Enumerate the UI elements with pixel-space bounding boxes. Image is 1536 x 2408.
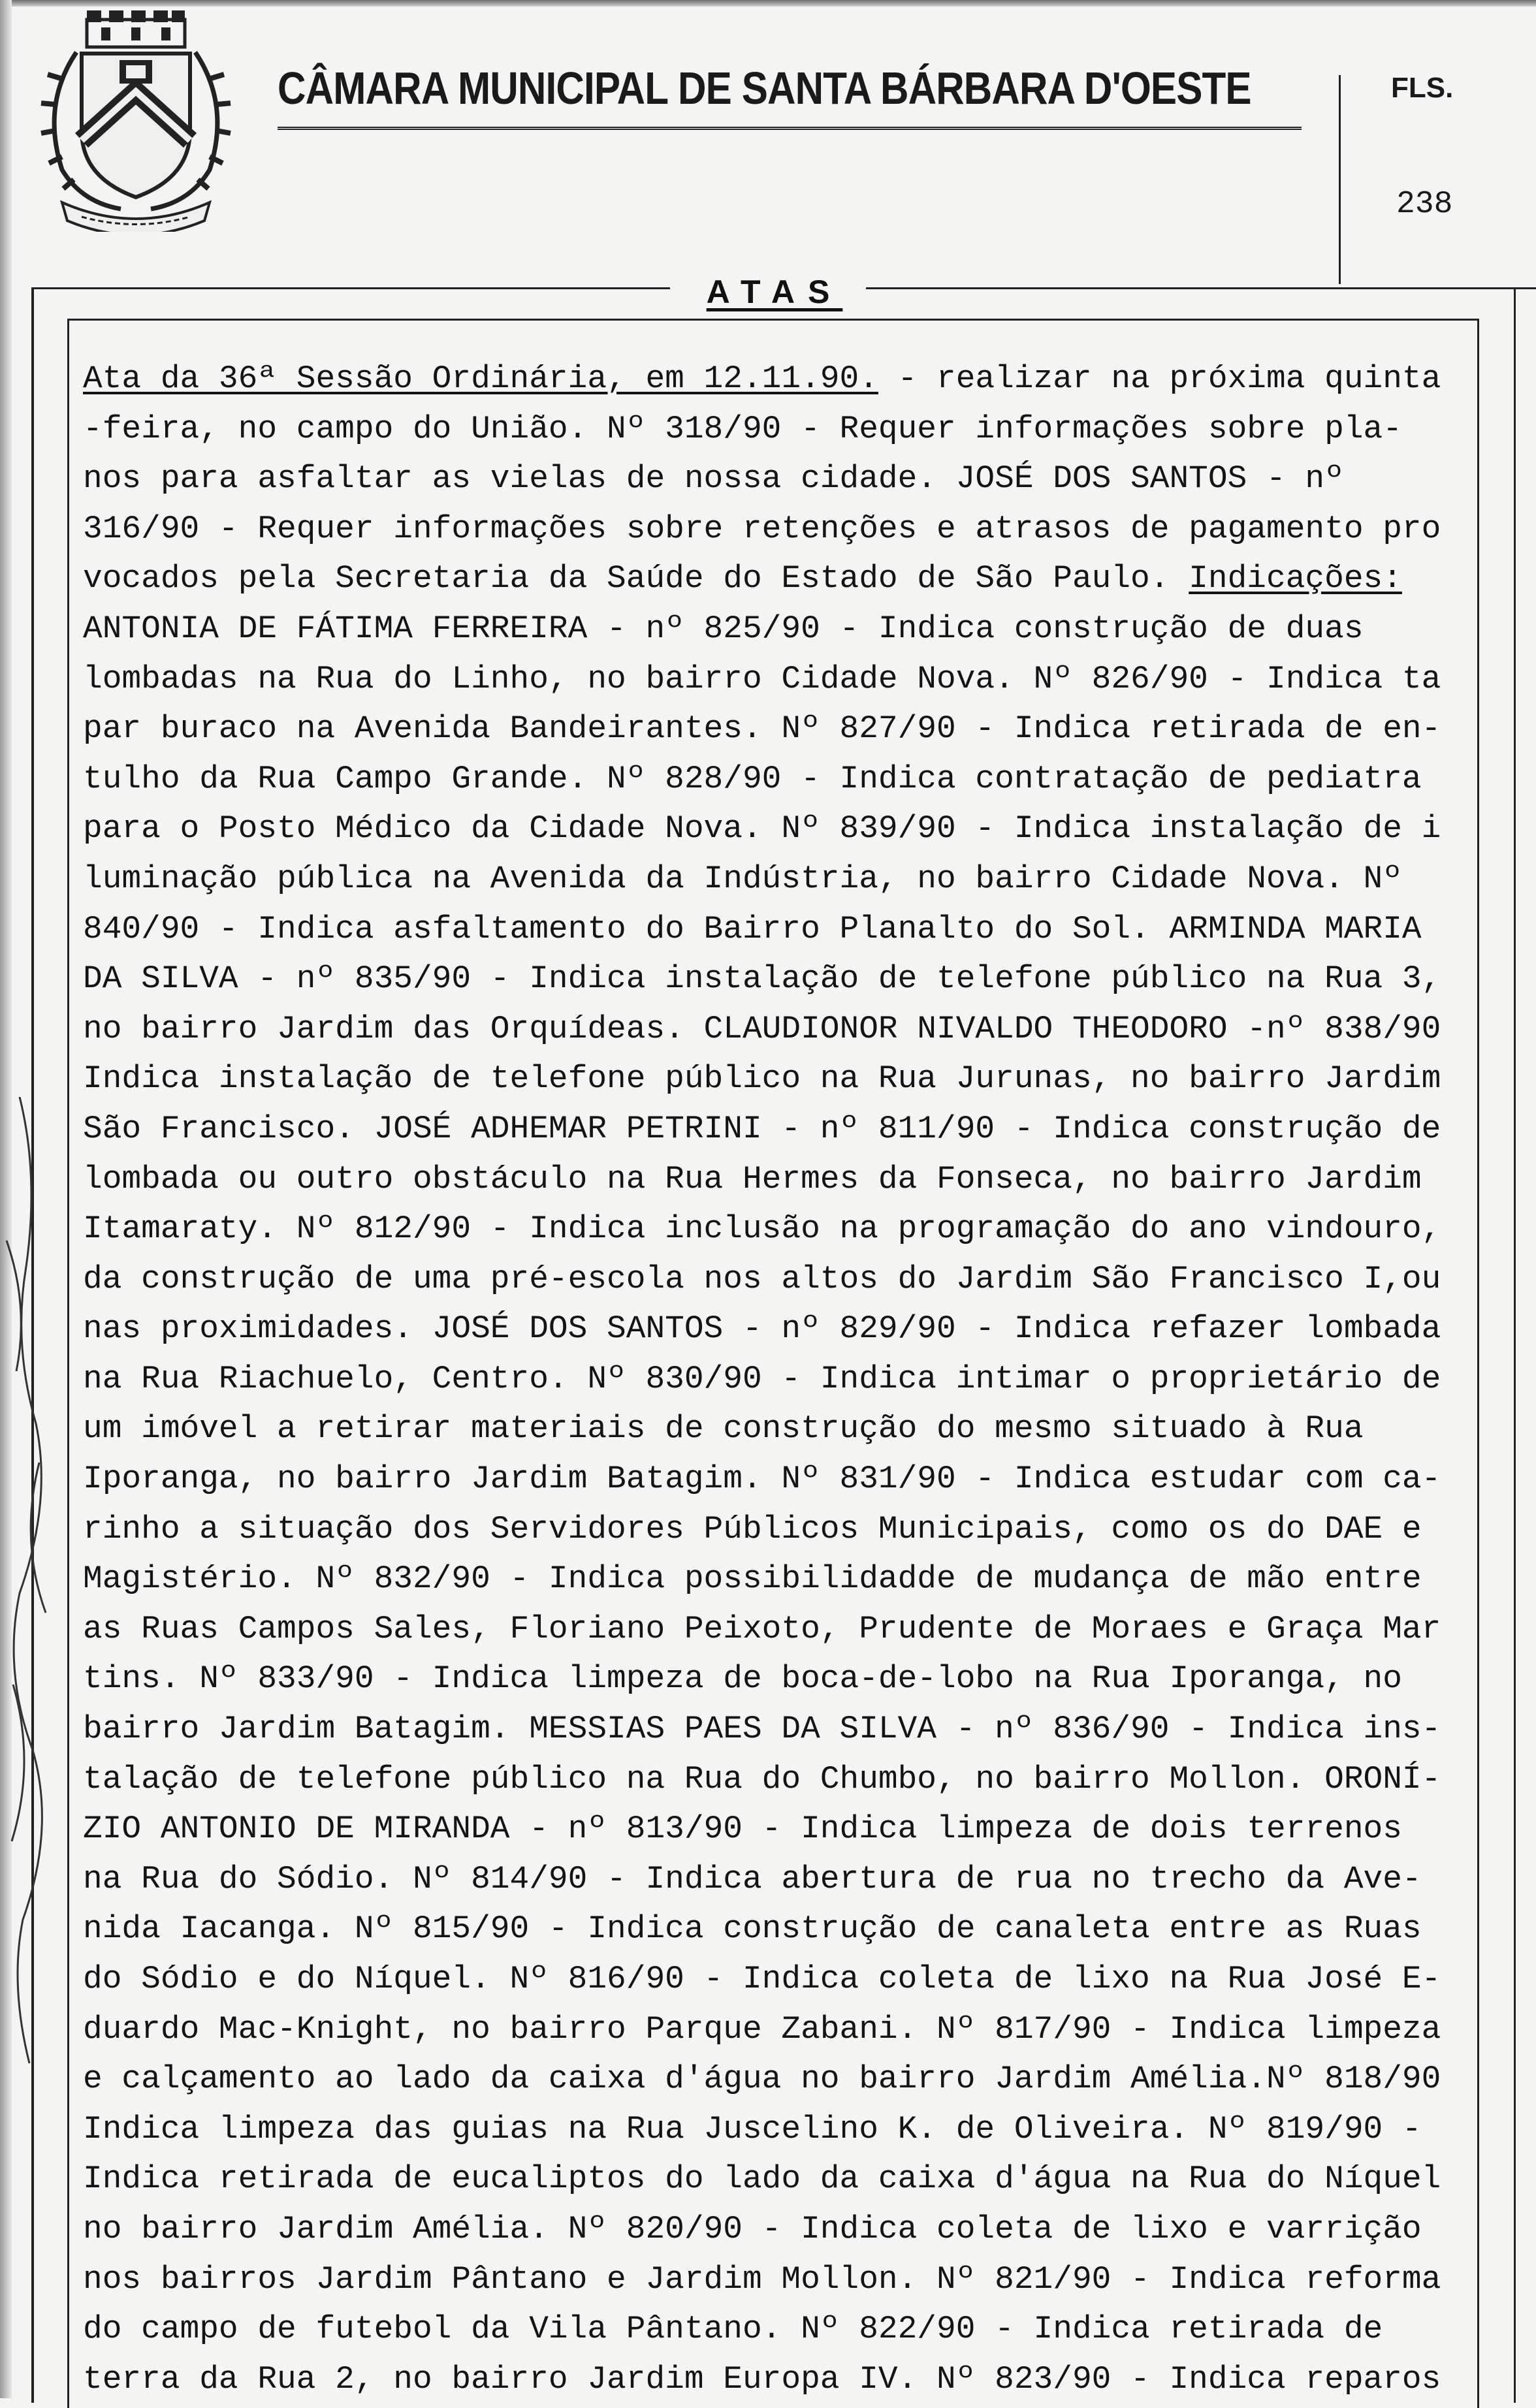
text-line <box>83 1604 1474 1655</box>
text-line <box>83 1504 1474 1555</box>
text-segment: da construção de uma pré-escola nos altos do Jardim São Francisco I,ou <box>83 1260 1441 1297</box>
text-segment: Iporanga, no bairro Jardim Batagim. Nº 831/90 - Indica estudar com ca- <box>83 1461 1441 1498</box>
text-line <box>83 1154 1474 1205</box>
text-line <box>83 1654 1474 1704</box>
text-segment: Indicações: <box>1189 560 1402 597</box>
fls-label: FLS. <box>1391 72 1454 104</box>
text-segment: Ata da 36ª Sessão Ordinária, em 12.11.90. <box>83 360 878 397</box>
text-line <box>83 2255 1474 2305</box>
text-line <box>83 2104 1474 2155</box>
section-title <box>0 273 1536 311</box>
text-segment: lombadas na Rua do Linho, no bairro Cidade Nova. Nº 826/90 - Indica ta <box>83 660 1441 697</box>
text-line <box>83 2304 1474 2354</box>
text-line <box>83 754 1474 804</box>
text-segment: lombada ou outro obstáculo na Rua Hermes da Fonseca, no bairro Jardim <box>83 1160 1422 1197</box>
text-segment: na Rua do Sódio. Nº 814/90 - Indica abertura de rua no trecho da Ave- <box>83 1860 1422 1897</box>
text-segment: e calçamento ao lado da caixa d'água no bairro Jardim Amélia.Nº 818/90 <box>83 2061 1441 2098</box>
header-divider <box>1339 75 1341 284</box>
text-segment: no bairro Jardim das Orquídeas. CLAUDIONOR NIVALDO THEODORO -nº 838/90 <box>83 1010 1441 1047</box>
text-segment: um imóvel a retirar materiais de construção do mesmo situado à Rua <box>83 1410 1364 1448</box>
text-segment: DA SILVA - nº 835/90 - Indica instalação de telefone público na Rua 3, <box>83 960 1441 998</box>
text-segment: Indica instalação de telefone público na Rua Jurunas, no bairro Jardim <box>83 1060 1441 1098</box>
text-line <box>83 1754 1474 1805</box>
header-rule <box>278 127 1302 130</box>
text-segment: Indica retirada de eucaliptos do lado da caixa d'água na Rua do Níquel <box>83 2161 1441 2198</box>
text-line <box>83 804 1474 854</box>
text-segment: -feira, no campo do União. Nº 318/90 - Requer informações sobre pla- <box>83 410 1402 447</box>
text-segment: ZIO ANTONIO DE MIRANDA - nº 813/90 - Indica limpeza de dois terrenos <box>83 1811 1402 1848</box>
text-line <box>83 1404 1474 1454</box>
text-segment: terra da Rua 2, no bairro Jardim Europa IV. Nº 823/90 - Indica reparos <box>83 2360 1441 2398</box>
text-segment: - realizar na próxima quinta <box>878 360 1441 397</box>
text-segment: ANTONIA DE FÁTIMA FERREIRA - nº 825/90 - Indica construção de duas <box>83 610 1364 647</box>
text-segment: par buraco na Avenida Bandeirantes. Nº 827/90 - Indica retirada de en- <box>83 710 1441 748</box>
text-segment: São Francisco. JOSÉ ADHEMAR PETRINI - nº 811/90 - Indica construção de <box>83 1110 1441 1147</box>
text-line <box>83 1954 1474 2004</box>
signature-icon <box>0 1097 65 2076</box>
text-line <box>83 904 1474 955</box>
text-line <box>83 1304 1474 1354</box>
text-line <box>83 2004 1474 2055</box>
text-line <box>83 604 1474 654</box>
coat-of-arms-icon <box>36 7 232 232</box>
text-segment: nida Iacanga. Nº 815/90 - Indica construção de canaleta entre as Ruas <box>83 1910 1422 1948</box>
text-line <box>83 1054 1474 1104</box>
text-segment: vocados pela Secretaria da Saúde do Estado de São Paulo. <box>83 560 1189 597</box>
section-title-text: ATAS <box>670 274 867 310</box>
text-segment: no bairro Jardim Amélia. Nº 820/90 - Indica coleta de lixo e varrição <box>83 2210 1422 2247</box>
text-line <box>83 1804 1474 1854</box>
text-line <box>83 354 1474 404</box>
text-segment: tins. Nº 833/90 - Indica limpeza de boca-de-lobo na Rua Iporanga, no <box>83 1660 1402 1698</box>
text-line <box>83 654 1474 705</box>
minutes-text <box>83 354 1474 2404</box>
scan-edge-top <box>0 0 1536 7</box>
text-segment: Indica limpeza das guias na Rua Juscelino K. de Oliveira. Nº 819/90 - <box>83 2110 1422 2147</box>
text-line <box>83 1454 1474 1504</box>
text-line <box>83 2154 1474 2204</box>
text-line <box>83 704 1474 754</box>
text-line <box>83 2204 1474 2255</box>
text-segment: Magistério. Nº 832/90 - Indica possibilidadde de mudança de mão entre <box>83 1560 1422 1598</box>
text-line <box>83 1904 1474 1954</box>
text-segment: do campo de futebol da Vila Pântano. Nº 822/90 - Indica retirada de <box>83 2311 1383 2348</box>
text-segment: bairro Jardim Batagim. MESSIAS PAES DA SILVA - nº 836/90 - Indica ins- <box>83 1711 1441 1748</box>
text-segment: nos bairros Jardim Pântano e Jardim Mollon. Nº 821/90 - Indica reforma <box>83 2260 1441 2298</box>
text-segment: nas proximidades. JOSÉ DOS SANTOS - nº 829/90 - Indica refazer lombada <box>83 1310 1441 1348</box>
text-line <box>83 1104 1474 1154</box>
text-segment: 840/90 - Indica asfaltamento do Bairro Planalto do Sol. ARMINDA MARIA <box>83 910 1422 947</box>
text-segment: as Ruas Campos Sales, Floriano Peixoto, Prudente de Moraes e Graça Mar <box>83 1610 1441 1647</box>
text-line <box>83 1204 1474 1254</box>
text-line <box>83 504 1474 554</box>
header-title: CÂMARA MUNICIPAL DE SANTA BÁRBARA D'OESTE <box>278 63 1251 114</box>
text-segment: na Rua Riachuelo, Centro. Nº 830/90 - Indica intimar o proprietário de <box>83 1360 1441 1397</box>
text-line <box>83 404 1474 454</box>
text-line <box>83 1854 1474 1905</box>
text-segment: para o Posto Médico da Cidade Nova. Nº 839/90 - Indica instalação de i <box>83 810 1441 848</box>
text-line <box>83 954 1474 1004</box>
text-line <box>83 2354 1474 2405</box>
text-segment: luminação pública na Avenida da Indústria, no bairro Cidade Nova. Nº <box>83 860 1402 897</box>
text-line <box>83 1554 1474 1604</box>
text-line <box>83 1354 1474 1404</box>
text-segment: nos para asfaltar as vielas de nossa cidade. JOSÉ DOS SANTOS - nº <box>83 460 1344 498</box>
outer-frame-right <box>1514 287 1516 2403</box>
text-segment: tulho da Rua Campo Grande. Nº 828/90 - Indica contratação de pediatra <box>83 760 1422 797</box>
text-line <box>83 1004 1474 1054</box>
text-segment: 316/90 - Requer informações sobre retenções e atrasos de pagamento pro <box>83 510 1441 547</box>
text-segment: Itamaraty. Nº 812/90 - Indica inclusão na programação do ano vindouro, <box>83 1211 1441 1248</box>
text-line <box>83 854 1474 904</box>
text-segment: duardo Mac-Knight, no bairro Parque Zabani. Nº 817/90 - Indica limpeza <box>83 2010 1441 2048</box>
text-line <box>83 454 1474 504</box>
text-segment: talação de telefone público na Rua do Chumbo, no bairro Mollon. ORONÍ- <box>83 1760 1441 1798</box>
text-segment: rinho a situação dos Servidores Públicos Municipais, como os do DAE e <box>83 1510 1422 1547</box>
page-number: 238 <box>1396 187 1453 222</box>
text-line <box>83 2054 1474 2104</box>
text-segment: do Sódio e do Níquel. Nº 816/90 - Indica coleta de lixo na Rua José E- <box>83 1961 1441 1997</box>
text-line <box>83 1704 1474 1754</box>
text-line <box>83 1254 1474 1305</box>
text-line <box>83 554 1474 604</box>
